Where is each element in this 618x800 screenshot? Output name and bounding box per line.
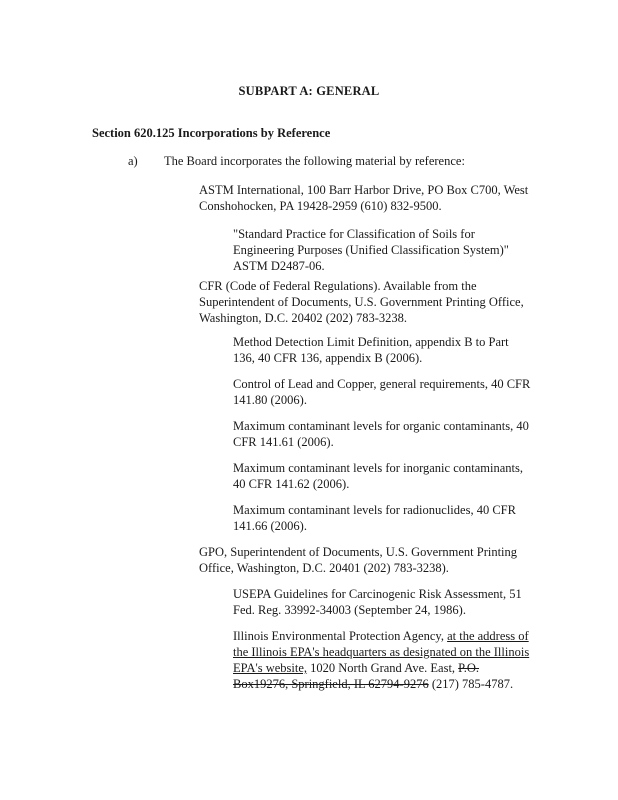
gpo-org-entry: GPO, Superintendent of Documents, U.S. Government Printing Office, Washington, D.C. 20401 (202) 783-3238). [199, 545, 518, 575]
iepa-phone: (217) 785-4787. [428, 677, 514, 691]
gpo-item-1: USEPA Guidelines for Carcinogenic Risk Assessment, 51 Fed. Reg. 33992-34003 (September 24, 1986). [233, 587, 522, 617]
cfr-item-2: Control of Lead and Copper, general requirements, 40 CFR 141.80 (2006). [233, 377, 531, 407]
paragraph-label: a) [128, 154, 138, 168]
cfr-item-1: Method Detection Limit Definition, appendix B to Part 136, 40 CFR 136, appendix B (2006). [233, 335, 509, 365]
iepa-entry [233, 628, 533, 692]
cfr-item-3: Maximum contaminant levels for organic contaminants, 40 CFR 141.61 (2006). [233, 419, 529, 449]
iepa-inserted-text: at the address of the Illinois EPA's headquarters as designated on the Illinois EPA's website, [233, 629, 530, 675]
paragraph-text: The Board incorporates the following material by reference: [164, 154, 465, 168]
section-heading: Section 620.125 Incorporations by Reference [92, 126, 331, 140]
astm-org-entry: ASTM International, 100 Barr Harbor Drive, PO Box C700, West Conshohocken, PA 19428-2959 (610) 832-9500. [199, 183, 529, 213]
cfr-org-entry: CFR (Code of Federal Regulations). Available from the Superintendent of Documents, U.S. Government Printing Office, Washington, D.C. 20402 (202) 783-3238. [199, 279, 524, 325]
page-title: SUBPART A: GENERAL [238, 84, 380, 98]
iepa-deleted-text: P.O. Box19276, Springfield, IL 62794-9276 [233, 661, 480, 691]
iepa-prefix: Illinois Environmental Protection Agency, [233, 629, 448, 643]
cfr-item-5: Maximum contaminant levels for radionuclides, 40 CFR 141.66 (2006). [233, 503, 516, 533]
iepa-address: 1020 North Grand Ave. East, [307, 661, 459, 675]
cfr-item-4: Maximum contaminant levels for inorganic contaminants, 40 CFR 141.62 (2006). [233, 461, 523, 491]
astm-item-1: "Standard Practice for Classification of Soils for Engineering Purposes (Unified Classification System)" ASTM D2487-06. [233, 227, 509, 273]
